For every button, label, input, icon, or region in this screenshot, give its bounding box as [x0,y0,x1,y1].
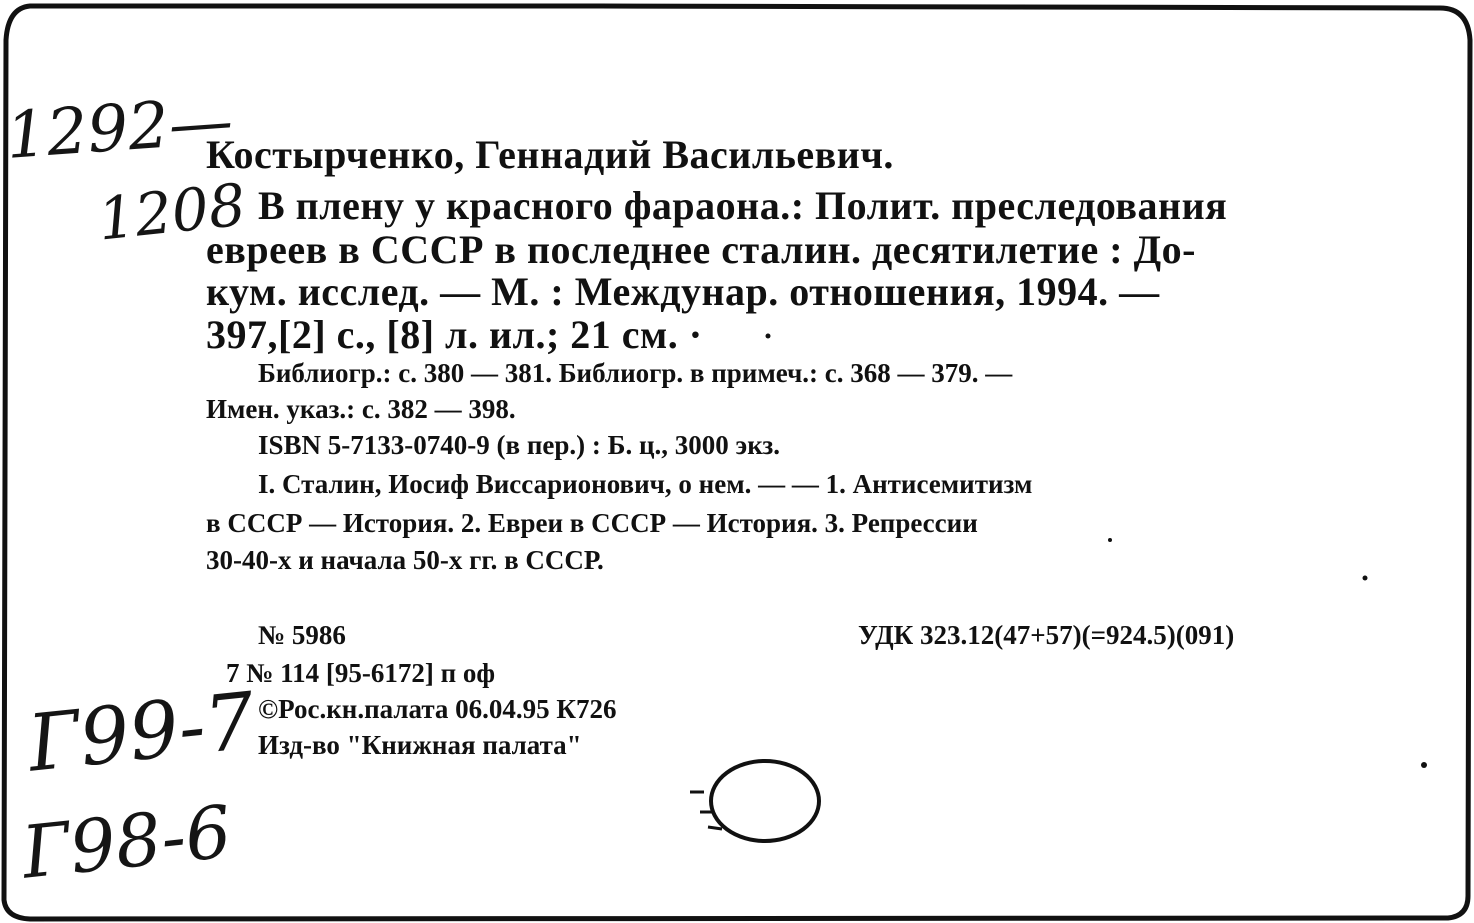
author-heading: Костырченко, Геннадий Васильевич. [206,132,894,177]
call-number-second: 1208 [94,170,249,254]
imprint-line-3: Изд-во "Книжная палата" [258,730,582,760]
title-line-4: 397,[2] с., [8] л. ил.; 21 см. · [206,312,703,357]
imprint-line-1: 7 № 114 [95-6172] п оф [226,658,496,688]
title-line-1: В плену у красного фараона.: Полит. преследования [258,183,1228,228]
call-number-bottom2: Г98-6 [18,789,236,895]
note-subjects-1: I. Сталин, Иосиф Виссарионович, о нем. — — 1. Антисемитизм [258,469,1033,499]
note-subjects-2: в СССР — История. 2. Евреи в СССР — История. 3. Репрессии [206,508,978,538]
imprint-line-2: ©Рос.кн.палата 06.04.95 К726 [258,694,617,724]
call-number-top: 1292— [3,84,236,174]
stamp-circle [711,761,819,841]
record-number: № 5986 [258,620,346,650]
note-index: Имен. указ.: с. 382 — 398. [206,394,516,424]
udc-code: УДК 323.12(47+57)(=924.5)(091) [858,620,1235,650]
note-bibliography: Библиогр.: с. 380 — 381. Библиогр. в примеч.: с. 368 — 379. — [258,358,1013,388]
note-isbn: ISBN 5-7133-0740-9 (в пер.) : Б. ц., 3000 экз. [258,430,780,460]
call-number-bottom1: Г99-7 [23,676,259,790]
title-line-2: евреев в СССР в последнее сталин. десятилетие : До- [206,227,1196,272]
note-subjects-3: 30-40-х и начала 50-х гг. в СССР. [206,545,604,575]
title-line-3: кум. исслед. — М. : Междунар. отношения, 1994. — [206,269,1160,314]
